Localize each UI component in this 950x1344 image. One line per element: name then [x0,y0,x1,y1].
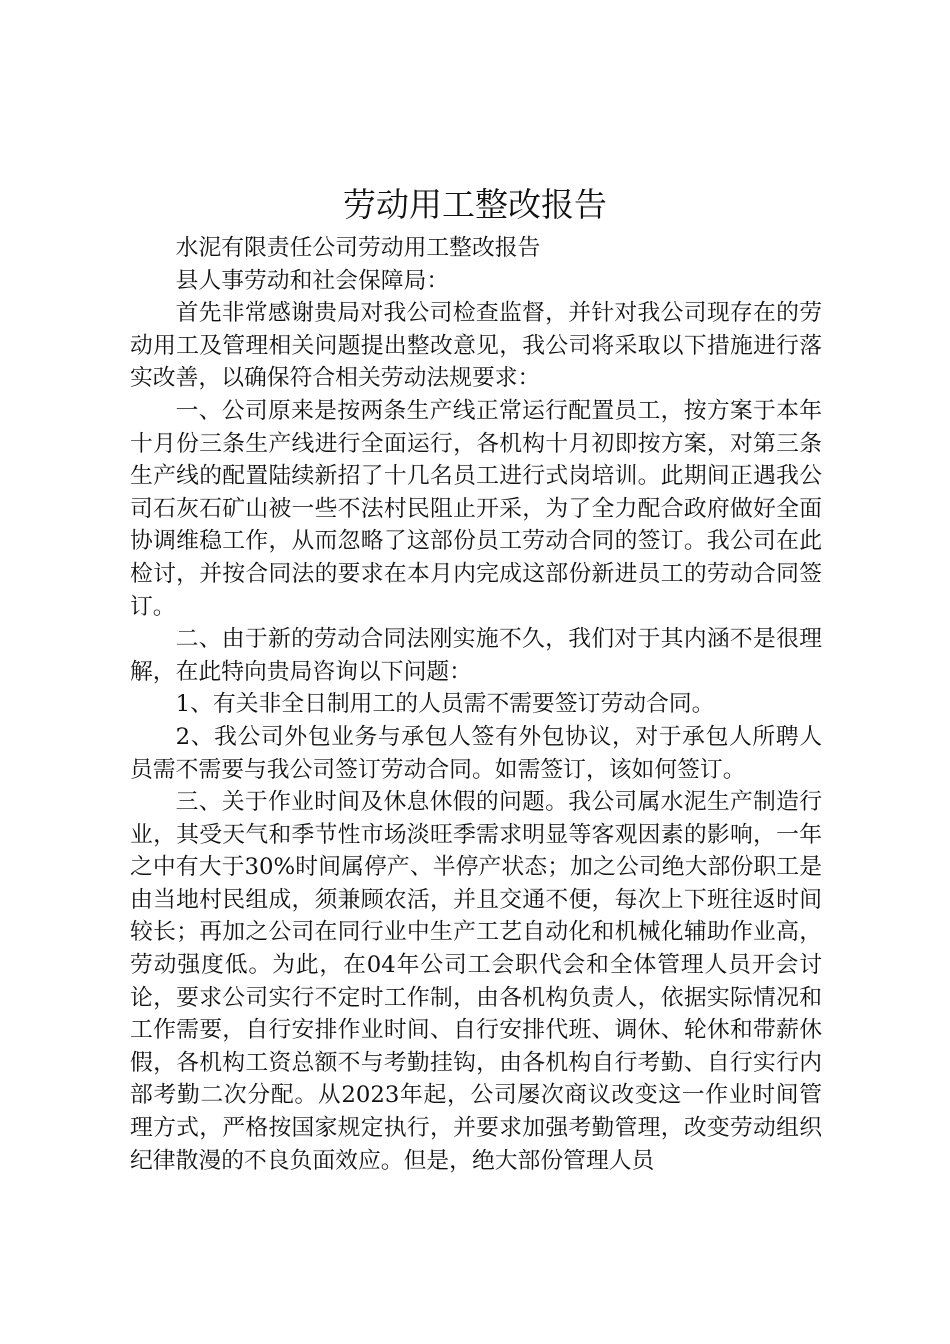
document-title: 劳动用工整改报告 [343,185,607,224]
question-one-paragraph: 1、有关非全日制用工的人员需不需要签订劳动合同。 [175,691,715,718]
addressee-paragraph: 县人事劳动和社会保障局： [175,267,450,294]
question-two-paragraph: 2、我公司外包业务与承包人签有外包协议，对于承包人所聘人员需不需要与我公司签订劳动合同。如需签订，该如何签订。 [130,723,822,783]
section-one-paragraph: 一、公司原来是按两条生产线正常运行配置员工，按方案于本年十月份三条生产线进行全面运行，各机构十月初即按方案，对第三条生产线的配置陆续新招了十几名员工进行式岗培训。此期间正遇我公司石灰石矿山被一些不法村民阻止开采，为了全力配合政府做好全面协调维稳工作，从而忽略了这部份员工劳动合同的签订。我公司在此检讨，并按合同法的要求在本月内完成这部份新进员工的劳动合同签订。 [130,397,822,620]
section-two-paragraph: 二、由于新的劳动合同法刚实施不久，我们对于其内涵不是很理解，在此特向贵局咨询以下问题： [130,626,822,685]
subtitle-paragraph: 水泥有限责任公司劳动用工整改报告 [175,235,541,261]
document-body [130,232,822,1177]
intro-paragraph: 首先非常感谢贵局对我公司检查监督，并针对我公司现存在的劳动用工及管理相关问题提出整改意见，我公司将采取以下措施进行落实改善，以确保符合相关劳动法规要求： [130,300,822,392]
section-three-paragraph: 三、关于作业时间及休息休假的问题。我公司属水泥生产制造行业，其受天气和季节性市场淡旺季需求明显等客观因素的影响，一年之中有大于30%时间属停产、半停产状态；加之公司绝大部份职工是由当地村民组成，须兼顾农活，并且交通不便，每次上下班往返时间较长；再加之公司在同行业中生产工艺自动化和机械化辅助作业高，劳动强度低。为此，在04年公司工会职代会和全体管理人员开会讨论，要求公司实行不定时工作制，由各机构负责人，依据实际情况和工作需要，自行安排作业时间、自行安排代班、调休、轮休和带薪休假，各机构工资总额不与考勤挂钩，由各机构自行考勤、自行实行内部考勤二次分配。从2023年起，公司屡次商议改变这一作业时间管理方式，严格按国家规定执行，并要求加强考勤管理，改变劳动组织纪律散漫的不良负面效应。但是，绝大部份管理人员 [130,789,822,1174]
